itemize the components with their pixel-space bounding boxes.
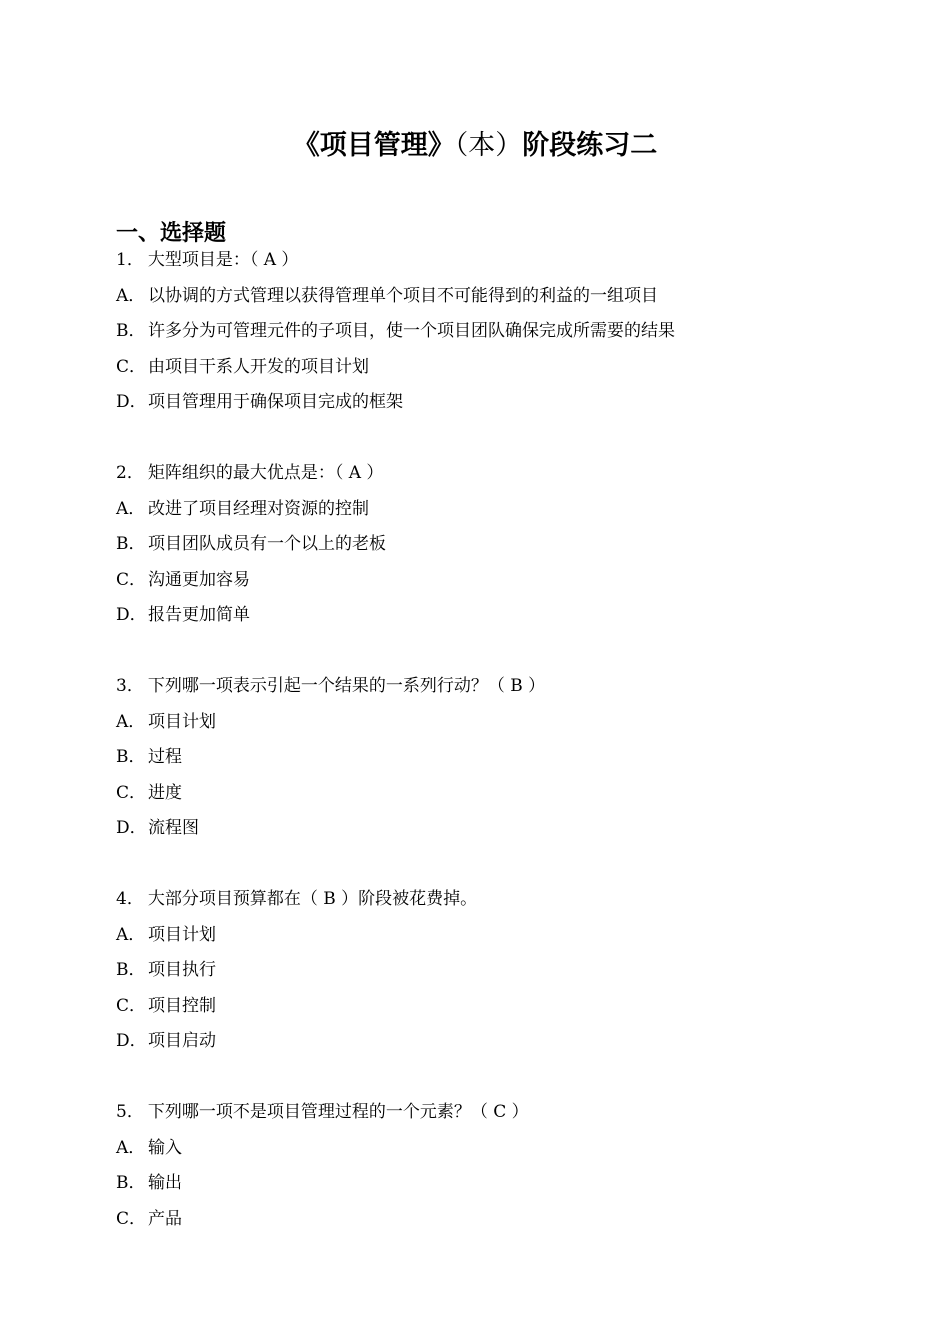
question-text: 下列哪一项不是项目管理过程的一个元素？（ C ） (147, 1102, 529, 1122)
option-letter: C． (116, 995, 147, 1016)
option-letter: D． (116, 818, 147, 838)
question-stem (116, 243, 876, 279)
option-letter: B． (116, 534, 146, 554)
option-text: 沟通更加容易 (148, 569, 250, 590)
option-letter: B． (116, 747, 146, 767)
answer-option (116, 740, 876, 776)
option-letter: C． (116, 1208, 147, 1229)
answer-option (116, 314, 876, 350)
option-text: 产品 (148, 1208, 182, 1229)
option-letter: A． (116, 498, 146, 519)
option-letter: C． (116, 356, 147, 377)
option-letter: D． (116, 605, 147, 625)
option-text: 进度 (148, 782, 182, 803)
answer-option (116, 953, 876, 989)
option-letter: C． (116, 569, 147, 590)
option-text: 项目启动 (148, 1031, 216, 1051)
option-text: 项目团队成员有一个以上的老板 (148, 534, 386, 554)
answer-option (116, 492, 876, 528)
option-letter: A． (116, 924, 146, 945)
option-text: 报告更加简单 (148, 605, 250, 625)
question-number: 1． (116, 250, 144, 270)
option-text: 项目执行 (148, 960, 216, 980)
question-number: 3． (116, 676, 144, 696)
answer-option (116, 598, 876, 634)
answer-option (116, 385, 876, 421)
option-letter: D． (116, 1031, 147, 1051)
question-number: 4． (116, 889, 144, 909)
question-stem (116, 669, 876, 705)
question-block (116, 1095, 876, 1237)
question-number: 5． (116, 1102, 144, 1122)
option-text: 许多分为可管理元件的子项目，使一个项目团队确保完成所需要的结果 (148, 321, 675, 341)
question-text: 大部分项目预算都在（ B ）阶段被花费掉。 (147, 889, 478, 909)
option-letter: B． (116, 1173, 146, 1193)
option-letter: A． (116, 285, 146, 306)
answer-option (116, 705, 876, 741)
question-text: 大型项目是：（ A ） (147, 250, 299, 270)
option-letter: C． (116, 782, 147, 803)
option-letter: D． (116, 392, 147, 412)
title-main-part-2: 阶段练习二 (522, 130, 658, 161)
answer-option (116, 811, 876, 847)
answer-option (116, 1202, 876, 1238)
option-text: 项目计划 (148, 711, 216, 732)
answer-option (116, 1024, 876, 1060)
answer-option (116, 527, 876, 563)
option-text: 输入 (148, 1137, 182, 1158)
option-text: 输出 (148, 1173, 182, 1193)
option-text: 以协调的方式管理以获得管理单个项目不可能得到的利益的一组项目 (148, 285, 658, 306)
question-text: 下列哪一项表示引起一个结果的一系列行动？（ B ） (147, 676, 546, 696)
option-text: 由项目干系人开发的项目计划 (148, 356, 369, 377)
question-number: 2． (116, 463, 144, 483)
question-block (116, 456, 876, 634)
answer-option (116, 350, 876, 386)
answer-option (116, 563, 876, 599)
option-text: 项目管理用于确保项目完成的框架 (148, 392, 403, 412)
question-block (116, 669, 876, 847)
option-letter: B． (116, 960, 146, 980)
answer-option (116, 918, 876, 954)
question-stem (116, 456, 876, 492)
option-letter: B． (116, 321, 146, 341)
question-block (116, 882, 876, 1060)
option-letter: A． (116, 711, 146, 732)
option-text: 项目控制 (148, 995, 216, 1016)
title-main-part-1: 《项目管理》 (292, 130, 455, 161)
page-title (0, 128, 950, 164)
option-text: 项目计划 (148, 924, 216, 945)
answer-option (116, 279, 876, 315)
question-block (116, 243, 876, 421)
section-heading: 一、选择题 (116, 220, 227, 246)
answer-option (116, 1166, 876, 1202)
title-paren-part: （本） (454, 130, 523, 161)
answer-option (116, 1131, 876, 1167)
question-text: 矩阵组织的最大优点是：（ A ） (147, 463, 384, 483)
answer-option (116, 989, 876, 1025)
question-stem (116, 1095, 876, 1131)
option-text: 改进了项目经理对资源的控制 (148, 498, 369, 519)
option-text: 流程图 (148, 818, 199, 838)
question-stem (116, 882, 876, 918)
question-list (116, 243, 876, 1273)
option-text: 过程 (148, 747, 182, 767)
answer-option (116, 776, 876, 812)
option-letter: A． (116, 1137, 146, 1158)
